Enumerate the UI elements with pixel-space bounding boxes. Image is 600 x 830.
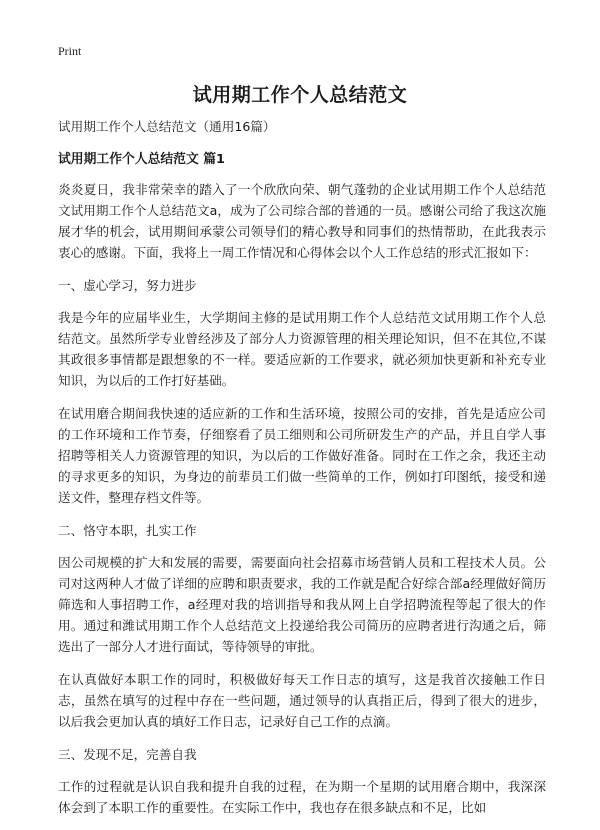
section-heading: 试用期工作个人总结范文 篇1 — [58, 152, 225, 167]
heading-learn-progress: 一、虚心学习，努力进步 — [58, 278, 197, 293]
paragraph-adaptation: 在试用磨合期间我快速的适应新的工作和生活环境，按照公司的安排，首先是适应公司的工作环境和工作节奏，仔细察看了员工细则和公司所研发生产的产品，并且自学人事招聘等相关人力资源管理的知识，为以后的工作做好准备。同时在工作之余，我还主动的寻求更多的知识，为身边的前辈员工们做一些简单的工作，例如打印图纸，接受和递送文件，整理存档文件等。 — [58, 406, 546, 505]
document-body — [58, 116, 546, 830]
paragraph-intro: 炎炎夏日，我非常荣幸的踏入了一个欣欣向荣、朝气蓬勃的企业试用期工作个人总结范文试用期工作个人总结范文a，成为了公司综合部的普通的一员。感谢公司给了我这次施展才华的机会，试用期间承蒙公司领导们的精心教导和同事们的热情帮助，在此我表示衷心的感谢。下面，我将上一周工作情况和心得体会以个人工作总结的形式汇报如下： — [58, 182, 546, 260]
heading-improve: 三、发现不足，完善自我 — [58, 747, 197, 762]
document-subtitle: 试用期工作个人总结范文（通用16篇） — [58, 119, 276, 134]
paragraph-background: 我是今年的应届毕业生，大学期间主修的是试用期工作个人总结范文试用期工作个人总结范文。虽然所学专业曾经涉及了部分人力资源管理的相关理论知识，但不在其位,不谋其政很多事情都是跟想象的不一样。要适应新的工作要求，就必须加快更新和补充专业知识，为以后的工作打好基础。 — [58, 310, 546, 388]
paragraph-self-reflection: 工作的过程就是认识自我和提升自我的过程，在为期一个星期的试用磨合期中，我深深体会到了本职工作的重要性。在实际工作中，我也存在很多缺点和不足，比如 — [58, 779, 546, 815]
print-link[interactable]: Print — [58, 44, 82, 58]
document-title: 试用期工作个人总结范文 — [192, 84, 408, 106]
paragraph-work-log: 在认真做好本职工作的同时，积极做好每天工作日志的填写，这是我首次接触工作日志，虽然在填写的过程中存在一些问题，通过领导的认真指正后，得到了很大的进步，以后我会更加认真的填好工作日志，记录好自己工作的点滴。 — [58, 672, 546, 729]
heading-duty: 二、恪守本职，扎实工作 — [58, 523, 197, 538]
paragraph-recruitment: 因公司规模的扩大和发展的需要，需要面向社会招募市场营销人员和工程技术人员。公司对这两种人才做了详细的应聘和职责要求，我的工作就是配合好综合部a经理做好简历筛选和人事招聘工作，a经理对我的培训指导和我从网上自学招聘流程等起了很大的作用。通过和潍试用期工作个人总结范文上投递给我公司简历的应聘者进行沟通之后，筛选出了一部分人才进行面试，等待领导的审批。 — [58, 555, 546, 654]
